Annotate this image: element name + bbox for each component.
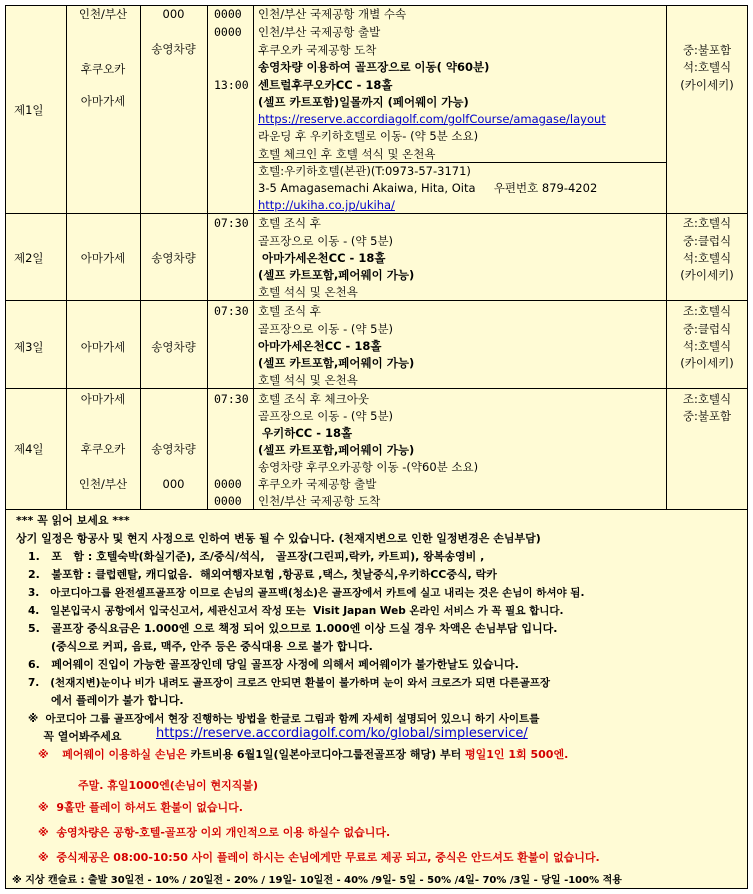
- schedule-line: 호텔 석식 및 온천욕: [258, 285, 358, 299]
- time: 07:30: [214, 392, 249, 406]
- time: 0000: [214, 494, 242, 508]
- schedule-line: 호텔 조식 후 체크아웃: [258, 392, 369, 406]
- schedule-line: 호텔 석식 및 온천욕: [258, 373, 358, 387]
- meal: 중:클럽식: [682, 234, 732, 248]
- place: 아마가세: [80, 251, 126, 265]
- schedule-line: (셀프 카트포함,페어웨이 가능): [258, 443, 415, 457]
- notes-header: *** 꼭 읽어 보세요 ***: [16, 514, 130, 527]
- time: 07:30: [214, 216, 249, 230]
- hotel-info: 호텔:우키하호텔(본관)(T:0973-57-3171): [258, 164, 471, 178]
- note-item: 2. 불포함 : 클럽렌탈, 캐디없음. 해외여행자보험 ,항공료 ,택스, 첫날중식,우키하CC중식, 락카: [28, 568, 497, 581]
- schedule-line: 골프장으로 이동 - (약 5분): [258, 409, 394, 423]
- meal: 중:불포함: [682, 409, 732, 423]
- meal: 석:호텔식: [682, 251, 732, 265]
- course-layout-link[interactable]: https://reserve.accordiagolf.com/golfCourse/amagase/layout: [258, 112, 606, 126]
- place: 아마가세: [80, 340, 126, 354]
- golf-course-name: 우키하CC - 18홀: [258, 426, 353, 440]
- hotel-website-link[interactable]: http://ukiha.co.jp/ukiha/: [258, 198, 395, 212]
- weekend-fee: 주말. 휴일1000엔(손님이 현지직불): [78, 779, 259, 792]
- schedule-line: 인천/부산 국제공항 출발: [258, 25, 381, 39]
- red-note: ※ 중식제공은 08:00-10:50 사이 플레이 하시는 손님에게만 무료로 제공 되고, 중식은 안드셔도 환불이 없습니다.: [38, 851, 600, 864]
- time: 0000: [214, 25, 242, 39]
- schedule-line: 인천/부산 국제공항 도착: [258, 494, 381, 508]
- schedule-line: 인천/부산 국제공항 개별 수속: [258, 7, 407, 21]
- row-divider: [6, 300, 747, 301]
- day-label: 제4일: [14, 442, 44, 456]
- time: 07:30: [214, 304, 249, 318]
- schedule-line: (셀프 카트포함,페어웨이 가능): [258, 356, 415, 370]
- note-item: 5. 골프장 중식요금은 1.000엔 으로 책정 되어 있으므로 1.000엔 이상 드실 경우 차액은 손님부담 입니다.: [28, 622, 558, 635]
- golf-course-name: 센트럴후쿠오카CC - 18홀: [258, 78, 393, 92]
- hotel-address: 3-5 Amagasemachi Akaiwa, Hita, Oita 우편번호 879-4202: [258, 181, 598, 195]
- note-item: 7. (천재지변)눈이나 비가 내려도 골프장이 크로즈 안되면 환불이 불가하며 눈이 와서 크로즈가 되면 다른골프장: [28, 677, 551, 689]
- note-item: ※ 아코디아 그룹 골프장에서 현장 진행하는 방법을 한글로 그림과 함께 자세히 설명되어 있으니 하기 사이트를: [28, 713, 540, 725]
- schedule-line: 골프장으로 이동 - (약 5분): [258, 322, 394, 336]
- schedule-line: (셀프 카트포함,페어웨이 가능): [258, 268, 415, 282]
- fairway-note: [38, 748, 568, 762]
- meal: (카이세키): [680, 78, 734, 92]
- schedule-line: 호텔 조식 후: [258, 304, 321, 318]
- day-label: 제1일: [14, 103, 44, 117]
- transport: 송영차량: [151, 442, 196, 456]
- transport: 송영차량: [151, 42, 196, 56]
- row-divider: [6, 213, 747, 214]
- schedule-line: (셀프 카트포함)일몰까지 (페어웨이 가능): [258, 95, 469, 109]
- meal: 조:호텔식: [682, 392, 732, 406]
- meal: (카이세키): [680, 356, 734, 370]
- meal: 석:호텔식: [682, 60, 732, 74]
- schedule-line: 라운딩 후 우키하호텔로 이동- (약 5분 소요): [258, 129, 479, 143]
- note-item: 꼭 열어봐주세요: [28, 730, 122, 743]
- schedule-line: 호텔 조식 후: [258, 216, 321, 230]
- note-item: (중식으로 커피, 음료, 맥주, 안주 등은 중식대용 으로 불가 합니다.: [28, 640, 373, 653]
- col-divider: [253, 6, 254, 509]
- day-label: 제2일: [14, 251, 44, 265]
- meal: 조:호텔식: [682, 216, 732, 230]
- schedule-line: 호텔 체크인 후 호텔 석식 및 온천욕: [258, 147, 436, 161]
- schedule-line: 골프장으로 이동 - (약 5분): [258, 234, 394, 248]
- fairway-note-c: 평일1인 1회 500엔.: [465, 748, 569, 761]
- note-item: 3. 아코디아그룹 완전셀프골프장 이므로 손님의 골프백(청소)은 골프장에서 카트에 실고 내리는 것은 손님이 하셔야 됨.: [28, 587, 585, 599]
- golf-course-name: 아마가세온천CC - 18홀: [258, 251, 386, 265]
- note-item: 6. 페어웨이 진입이 가능한 골프장인데 당일 골프장 사정에 의해서 페어웨이가 불가한날도 있습니다.: [28, 658, 519, 671]
- schedule-line: 송영차량 이용하여 골프장으로 이동( 약60분): [258, 60, 490, 74]
- meal: 중:클럽식: [682, 322, 732, 336]
- hotel-divider: [253, 162, 666, 163]
- place: 후쿠오카: [80, 442, 126, 456]
- transport: 000: [162, 7, 185, 21]
- col-divider: [207, 6, 208, 509]
- time: 13:00: [214, 78, 249, 92]
- schedule-line: 후쿠오카 국제공항 도착: [258, 43, 377, 57]
- row-divider: [6, 388, 747, 389]
- fairway-note-b: 카트비용 6월1일(일본아코디아그룹전골프장 해당) 부터: [186, 748, 466, 761]
- red-note: ※ 송영차량은 공항-호텔-골프장 이외 개인적으로 이용 하실수 없습니다.: [38, 826, 391, 839]
- meal: 석:호텔식: [682, 339, 732, 353]
- row-divider: [6, 509, 747, 510]
- transport: 000: [162, 477, 185, 491]
- meal: 조:호텔식: [682, 304, 732, 318]
- time: 0000: [214, 477, 242, 491]
- simple-service-link[interactable]: https://reserve.accordiagolf.com/ko/global/simpleservice/: [156, 726, 528, 741]
- meal: (카이세키): [680, 268, 734, 282]
- place: 인천/부산: [78, 7, 128, 21]
- place: 후쿠오카: [80, 62, 126, 76]
- schedule-line: 후쿠오카 국제공항 출발: [258, 477, 377, 491]
- day-label: 제3일: [14, 340, 44, 354]
- schedule-line: 송영차량 후쿠오카공항 이동 -(약60분 소요): [258, 460, 479, 474]
- note-item: 1. 포 함 : 호텔숙박(화실기준), 조/중식/석식, 골프장(그린피,락카, 카트피), 왕복송영비 ,: [28, 550, 485, 563]
- note-item: 4. 일본입국시 공항에서 입국신고서, 세관신고서 작성 또는 Visit Japan Web 온라인 서비스 가 꼭 필요 합니다.: [28, 605, 564, 617]
- cancellation-fee: ※ 지상 캔슬료 : 출발 30일전 - 10% / 20일전 - 20% / 19일- 10일전 - 40% /9일- 5일 - 50% /4일- 70% /3일 - 당일 -100% 적용: [12, 875, 622, 886]
- fairway-mark: ※: [38, 748, 49, 761]
- red-note: ※ 9홀만 플레이 하셔도 환불이 없습니다.: [38, 801, 243, 814]
- note-item: 에서 플레이가 불가 합니다.: [28, 694, 184, 707]
- notes-intro: 상기 일정은 항공사 및 현지 사정으로 인하여 변동 될 수 있습니다. (천재지변으로 인한 일정변경은 손님부담): [16, 532, 541, 545]
- transport: 송영차량: [151, 340, 196, 354]
- place: 아마가세: [80, 94, 126, 108]
- fairway-note-a: 페어웨이 이용하실 손님은: [62, 748, 187, 761]
- transport: 송영차량: [151, 251, 196, 265]
- place: 아마가세: [80, 392, 126, 406]
- meal: 중:불포함: [682, 43, 732, 57]
- itinerary-sheet: [5, 5, 748, 889]
- time: 0000: [214, 7, 242, 21]
- golf-course-name: 아마가세온천CC - 18홀: [258, 339, 382, 353]
- place: 인천/부산: [78, 477, 128, 491]
